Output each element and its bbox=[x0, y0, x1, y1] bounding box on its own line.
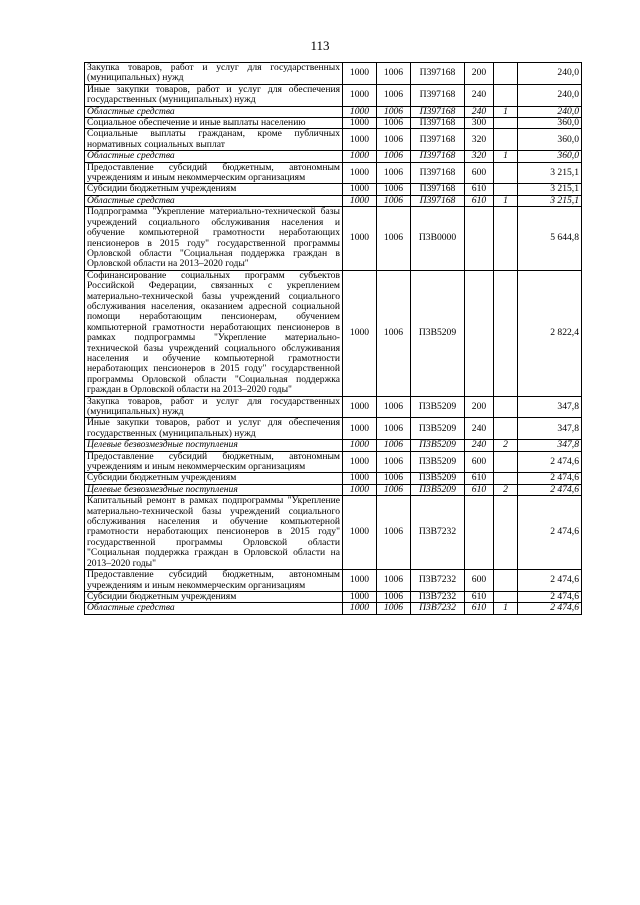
amount-cell: 2 474,6 bbox=[518, 484, 582, 495]
table-row bbox=[85, 84, 582, 106]
amount-cell: 5 644,8 bbox=[518, 207, 582, 270]
section-code-cell: 1000 bbox=[343, 451, 377, 473]
subsection-code-cell: 1006 bbox=[377, 591, 411, 602]
section-code-cell: 1000 bbox=[343, 84, 377, 106]
section-code-cell: 1000 bbox=[343, 603, 377, 614]
target-item-cell: П397168 bbox=[411, 84, 465, 106]
subsection-code-cell: 1006 bbox=[377, 195, 411, 206]
expense-name-cell: Субсидии бюджетным учреждениям bbox=[85, 591, 343, 602]
table-row bbox=[85, 129, 582, 151]
table-row bbox=[85, 184, 582, 195]
expense-name-cell: Капитальный ремонт в рамках подпрограммы "Укрепление материально-технической базы учреждений социального обслуживания населения и обучение компьютерной грамотности неработающих пенсионеров в 2015 году" государственной программы Орловской области "Социальная поддержка граждан в Орловской области на 2013–2020 годы" bbox=[85, 496, 343, 570]
target-item-cell: П3В5209 bbox=[411, 440, 465, 451]
amount-cell: 347,8 bbox=[518, 440, 582, 451]
table-row bbox=[85, 473, 582, 484]
subsection-code-cell: 1006 bbox=[377, 118, 411, 129]
amount-cell: 2 474,6 bbox=[518, 496, 582, 570]
section-code-cell: 1000 bbox=[343, 118, 377, 129]
section-code-cell: 1000 bbox=[343, 496, 377, 570]
table-row bbox=[85, 603, 582, 614]
funding-source-cell bbox=[494, 162, 518, 184]
funding-source-cell bbox=[494, 473, 518, 484]
table-row bbox=[85, 207, 582, 270]
table-row bbox=[85, 451, 582, 473]
section-code-cell: 1000 bbox=[343, 162, 377, 184]
section-code-cell: 1000 bbox=[343, 207, 377, 270]
amount-cell: 240,0 bbox=[518, 84, 582, 106]
table-row bbox=[85, 106, 582, 117]
expense-name-cell: Областные средства bbox=[85, 106, 343, 117]
section-code-cell: 1000 bbox=[343, 484, 377, 495]
expense-name-cell: Социальные выплаты гражданам, кроме публичных нормативных социальных выплат bbox=[85, 129, 343, 151]
funding-source-cell bbox=[494, 451, 518, 473]
subsection-code-cell: 1006 bbox=[377, 63, 411, 85]
expense-type-cell: 600 bbox=[465, 162, 494, 184]
funding-source-cell: 1 bbox=[494, 106, 518, 117]
table-row bbox=[85, 195, 582, 206]
target-item-cell: П3В5209 bbox=[411, 270, 465, 396]
subsection-code-cell: 1006 bbox=[377, 270, 411, 396]
section-code-cell: 1000 bbox=[343, 106, 377, 117]
table-row bbox=[85, 118, 582, 129]
expense-name-cell: Целевые безвозмездные поступления bbox=[85, 484, 343, 495]
amount-cell: 2 474,6 bbox=[518, 603, 582, 614]
expense-name-cell: Областные средства bbox=[85, 603, 343, 614]
expense-name-cell: Предоставление субсидий бюджетным, автономным учреждениям и иным некоммерческим организациям bbox=[85, 451, 343, 473]
table-row bbox=[85, 270, 582, 396]
amount-cell: 2 474,6 bbox=[518, 570, 582, 592]
amount-cell: 2 474,6 bbox=[518, 591, 582, 602]
amount-cell: 3 215,1 bbox=[518, 195, 582, 206]
table-body bbox=[85, 63, 582, 615]
subsection-code-cell: 1006 bbox=[377, 473, 411, 484]
funding-source-cell bbox=[494, 184, 518, 195]
table-row bbox=[85, 496, 582, 570]
table-row bbox=[85, 591, 582, 602]
subsection-code-cell: 1006 bbox=[377, 129, 411, 151]
funding-source-cell bbox=[494, 207, 518, 270]
target-item-cell: П3В7232 bbox=[411, 570, 465, 592]
funding-source-cell: 1 bbox=[494, 603, 518, 614]
subsection-code-cell: 1006 bbox=[377, 603, 411, 614]
expense-type-cell: 240 bbox=[465, 440, 494, 451]
amount-cell: 3 215,1 bbox=[518, 162, 582, 184]
funding-source-cell bbox=[494, 396, 518, 418]
expense-type-cell: 240 bbox=[465, 106, 494, 117]
funding-source-cell: 1 bbox=[494, 151, 518, 162]
expense-type-cell: 300 bbox=[465, 118, 494, 129]
expense-type-cell: 200 bbox=[465, 396, 494, 418]
target-item-cell: П3В7232 bbox=[411, 496, 465, 570]
target-item-cell: П397168 bbox=[411, 184, 465, 195]
expense-name-cell: Социальное обеспечение и иные выплаты населению bbox=[85, 118, 343, 129]
table-row bbox=[85, 151, 582, 162]
expense-type-cell: 610 bbox=[465, 473, 494, 484]
expense-type-cell bbox=[465, 270, 494, 396]
funding-source-cell bbox=[494, 84, 518, 106]
section-code-cell: 1000 bbox=[343, 473, 377, 484]
section-code-cell: 1000 bbox=[343, 440, 377, 451]
funding-source-cell bbox=[494, 129, 518, 151]
funding-source-cell bbox=[494, 118, 518, 129]
expense-name-cell: Предоставление субсидий бюджетным, автономным учреждениям и иным некоммерческим организациям bbox=[85, 570, 343, 592]
funding-source-cell bbox=[494, 591, 518, 602]
subsection-code-cell: 1006 bbox=[377, 162, 411, 184]
target-item-cell: П397168 bbox=[411, 106, 465, 117]
section-code-cell: 1000 bbox=[343, 418, 377, 440]
subsection-code-cell: 1006 bbox=[377, 151, 411, 162]
section-code-cell: 1000 bbox=[343, 591, 377, 602]
expense-type-cell: 240 bbox=[465, 84, 494, 106]
target-item-cell: П3В5209 bbox=[411, 418, 465, 440]
expense-type-cell: 320 bbox=[465, 129, 494, 151]
target-item-cell: П3В7232 bbox=[411, 603, 465, 614]
subsection-code-cell: 1006 bbox=[377, 84, 411, 106]
expense-name-cell: Областные средства bbox=[85, 195, 343, 206]
target-item-cell: П3В0000 bbox=[411, 207, 465, 270]
section-code-cell: 1000 bbox=[343, 570, 377, 592]
target-item-cell: П3В5209 bbox=[411, 473, 465, 484]
expense-type-cell: 240 bbox=[465, 418, 494, 440]
table-row bbox=[85, 396, 582, 418]
target-item-cell: П3В5209 bbox=[411, 484, 465, 495]
funding-source-cell bbox=[494, 496, 518, 570]
budget-table bbox=[84, 62, 582, 615]
subsection-code-cell: 1006 bbox=[377, 184, 411, 195]
target-item-cell: П397168 bbox=[411, 129, 465, 151]
target-item-cell: П3В7232 bbox=[411, 591, 465, 602]
target-item-cell: П397168 bbox=[411, 162, 465, 184]
amount-cell: 2 474,6 bbox=[518, 473, 582, 484]
expense-name-cell: Субсидии бюджетным учреждениям bbox=[85, 184, 343, 195]
subsection-code-cell: 1006 bbox=[377, 418, 411, 440]
funding-source-cell bbox=[494, 270, 518, 396]
expense-type-cell: 610 bbox=[465, 195, 494, 206]
expense-type-cell bbox=[465, 496, 494, 570]
amount-cell: 240,0 bbox=[518, 63, 582, 85]
target-item-cell: П397168 bbox=[411, 195, 465, 206]
target-item-cell: П397168 bbox=[411, 118, 465, 129]
section-code-cell: 1000 bbox=[343, 184, 377, 195]
expense-name-cell: Иные закупки товаров, работ и услуг для обеспечения государственных (муниципальных) нужд bbox=[85, 418, 343, 440]
funding-source-cell bbox=[494, 418, 518, 440]
table-row bbox=[85, 418, 582, 440]
section-code-cell: 1000 bbox=[343, 63, 377, 85]
section-code-cell: 1000 bbox=[343, 129, 377, 151]
table-row bbox=[85, 484, 582, 495]
expense-name-cell: Областные средства bbox=[85, 151, 343, 162]
amount-cell: 3 215,1 bbox=[518, 184, 582, 195]
target-item-cell: П397168 bbox=[411, 63, 465, 85]
amount-cell: 360,0 bbox=[518, 129, 582, 151]
expense-name-cell: Закупка товаров, работ и услуг для государственных (муниципальных) нужд bbox=[85, 396, 343, 418]
expense-name-cell: Целевые безвозмездные поступления bbox=[85, 440, 343, 451]
expense-name-cell: Закупка товаров, работ и услуг для государственных (муниципальных) нужд bbox=[85, 63, 343, 85]
amount-cell: 240,0 bbox=[518, 106, 582, 117]
subsection-code-cell: 1006 bbox=[377, 396, 411, 418]
section-code-cell: 1000 bbox=[343, 195, 377, 206]
table-row bbox=[85, 162, 582, 184]
section-code-cell: 1000 bbox=[343, 270, 377, 396]
expense-name-cell: Иные закупки товаров, работ и услуг для обеспечения государственных (муниципальных) нужд bbox=[85, 84, 343, 106]
funding-source-cell: 2 bbox=[494, 484, 518, 495]
expense-name-cell: Субсидии бюджетным учреждениям bbox=[85, 473, 343, 484]
expense-type-cell: 200 bbox=[465, 63, 494, 85]
subsection-code-cell: 1006 bbox=[377, 106, 411, 117]
subsection-code-cell: 1006 bbox=[377, 451, 411, 473]
table-row bbox=[85, 63, 582, 85]
expense-type-cell: 610 bbox=[465, 484, 494, 495]
expense-type-cell: 610 bbox=[465, 603, 494, 614]
expense-type-cell: 320 bbox=[465, 151, 494, 162]
subsection-code-cell: 1006 bbox=[377, 496, 411, 570]
funding-source-cell bbox=[494, 570, 518, 592]
expense-type-cell: 600 bbox=[465, 570, 494, 592]
amount-cell: 360,0 bbox=[518, 151, 582, 162]
amount-cell: 347,8 bbox=[518, 418, 582, 440]
expense-type-cell bbox=[465, 207, 494, 270]
expense-type-cell: 610 bbox=[465, 591, 494, 602]
expense-name-cell: Предоставление субсидий бюджетным, автономным учреждениям и иным некоммерческим организациям bbox=[85, 162, 343, 184]
table-row bbox=[85, 440, 582, 451]
page-number: 113 bbox=[310, 38, 330, 53]
target-item-cell: П3В5209 bbox=[411, 451, 465, 473]
amount-cell: 2 474,6 bbox=[518, 451, 582, 473]
amount-cell: 347,8 bbox=[518, 396, 582, 418]
expense-type-cell: 600 bbox=[465, 451, 494, 473]
expense-name-cell: Софинансирование социальных программ субъектов Российской Федерации, связанных с укреплением материально-технической базы учреждений социального обслуживания населения, оказанием адресной социальной помощи неработающим пенсионерам, обучением компьютерной грамотности неработающих пенсионеров в рамках подпрограммы "Укрепление материально-технической базы учреждений социального обслуживания населения и обучение компьютерной грамотности неработающих пенсионеров в 2015 году" государственной программы Орловской области "Социальная поддержка граждан в Орловской области на 2013–2020 годы" bbox=[85, 270, 343, 396]
subsection-code-cell: 1006 bbox=[377, 207, 411, 270]
target-item-cell: П397168 bbox=[411, 151, 465, 162]
section-code-cell: 1000 bbox=[343, 151, 377, 162]
amount-cell: 2 822,4 bbox=[518, 270, 582, 396]
expense-type-cell: 610 bbox=[465, 184, 494, 195]
amount-cell: 360,0 bbox=[518, 118, 582, 129]
table-row bbox=[85, 570, 582, 592]
funding-source-cell bbox=[494, 63, 518, 85]
expense-name-cell: Подпрограмма "Укрепление материально-технической базы учреждений социального обслуживания населения и обучение компьютерной грамотности неработающих пенсионеров в 2015 году" государственной программы Орловской области "Социальная поддержка граждан в Орловской области на 2013–2020 годы" bbox=[85, 207, 343, 270]
target-item-cell: П3В5209 bbox=[411, 396, 465, 418]
subsection-code-cell: 1006 bbox=[377, 484, 411, 495]
funding-source-cell: 1 bbox=[494, 195, 518, 206]
funding-source-cell: 2 bbox=[494, 440, 518, 451]
subsection-code-cell: 1006 bbox=[377, 440, 411, 451]
subsection-code-cell: 1006 bbox=[377, 570, 411, 592]
section-code-cell: 1000 bbox=[343, 396, 377, 418]
